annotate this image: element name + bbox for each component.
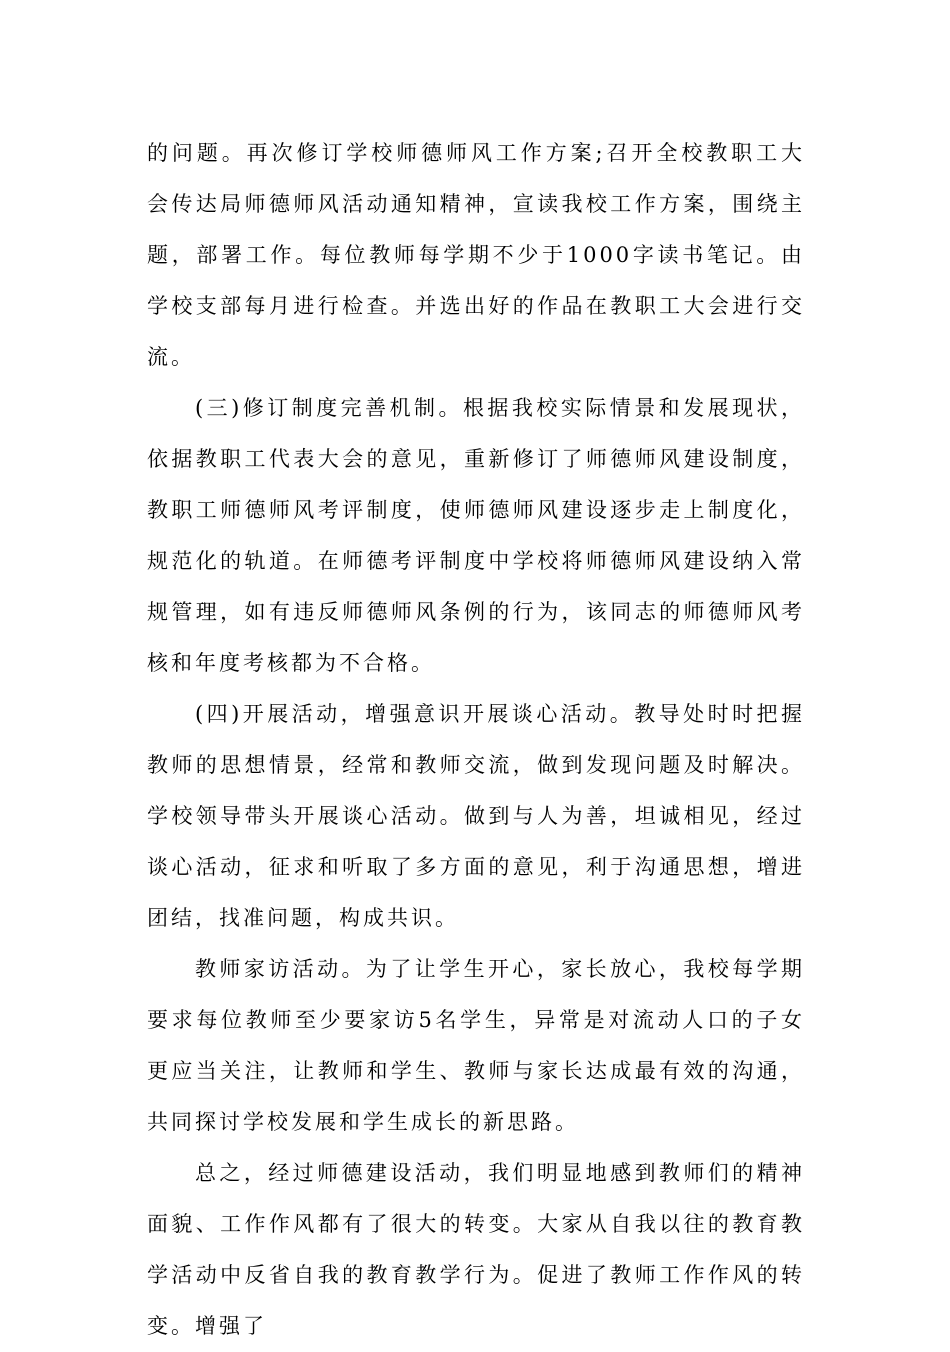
paragraph-revise-system: (三)修订制度完善机制。根据我校实际情景和发展现状，依据教职工代表大会的意见，重新修订了师德师风建设制度，教职工师德师风考评制度，使师德师风建设逐步走上制度化，规范化的轨道。在师德考评制度中学校将师德师风建设纳入常规管理，如有违反师德师风条例的行为，该同志的师德师风考核和年度考核都为不合格。 (147, 396, 805, 675)
body-text (147, 128, 805, 1352)
paragraph-heart-to-heart-activity: (四)开展活动，增强意识开展谈心活动。教导处时时把握教师的思想情景，经常和教师交流，做到发现问题及时解决。学校领导带头开展谈心活动。做到与人为善，坦诚相见，经过谈心活动，征求和听取了多方面的意见，利于沟通思想，增进团结，找准问题，构成共识。 (147, 702, 805, 930)
paragraph-continuation: 的问题。再次修订学校师德师风工作方案;召开全校教职工大会传达局师德师风活动通知精神，宣读我校工作方案，围绕主题，部署工作。每位教师每学期不少于1000字读书笔记。由学校支部每月进行检查。并选出好的作品在教职工大会进行交流。 (147, 141, 805, 369)
paragraph-summary: 总之，经过师德建设活动，我们明显地感到教师们的精神面貌、工作作风都有了很大的转变。大家从自我以往的教育教学活动中反省自我的教育教学行为。促进了教师工作作风的转变。增强了 (147, 1161, 805, 1338)
paragraph-home-visit: 教师家访活动。为了让学生开心，家长放心，我校每学期要求每位教师至少要家访5名学生，异常是对流动人口的子女更应当关注，让教师和学生、教师与家长达成最有效的沟通，共同探讨学校发展和学生成长的新思路。 (147, 957, 805, 1134)
